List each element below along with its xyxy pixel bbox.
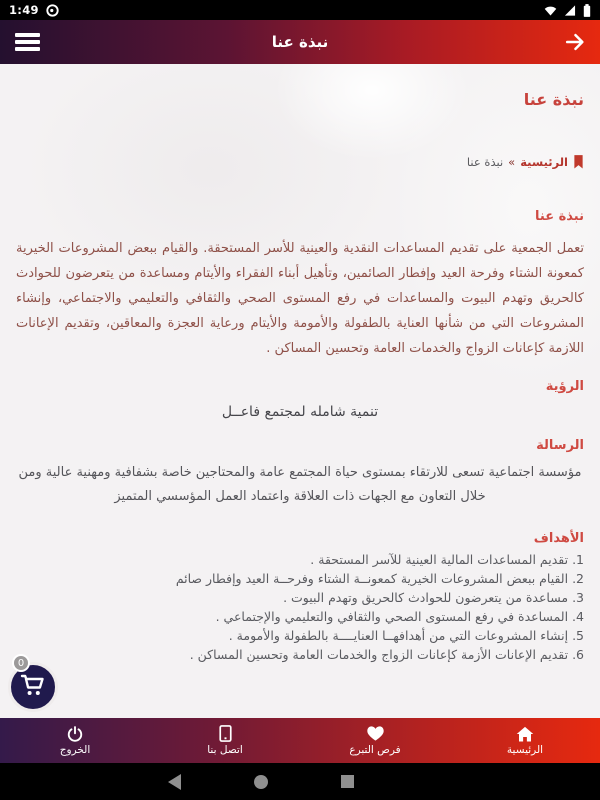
- android-navigation-bar: [0, 763, 600, 800]
- goal-item: 6. تقديم الإعانات الأزمة كإعانات الزواج والخدمات العامة وتحسين المساكن .: [189, 647, 584, 662]
- android-recents-icon[interactable]: [341, 775, 354, 788]
- status-bar: [0, 0, 600, 20]
- goal-item: 2. القيام ببعض المشروعات الخيرية كمعونــة الشتاء وفرحــة العيد وإفطار صائم: [175, 571, 584, 586]
- mission-text: مؤسسة اجتماعية تسعى للارتقاء بمستوى حياة المجتمع عامة والمحتاجين خاصة بشفافية ومهنية عالية ومن خلال التعاون مع الجهات ذات العلاقة واعتماد العمل المؤسسي المتميز: [18, 465, 582, 504]
- about-paragraph: تعمل الجمعية على تقديم المساعدات النقدية والعينية للأسر المستحقة. والقيام ببعض المشروعات الخيرية كمعونة الشتاء وفرحة العيد وإفطار الصائمين، وتأهيل أبناء الفقراء والأيتام ومساعدة من يتعرضون للحوادث كالحريق وتهدم البيوت والمساعدات في رفع المستوى الصحي والثقافي والتعليمي والاجتماعي، وإنشاء المشروعات التي من شأنها العناية بالطفولة والأمومة والأيتام ورعاية العجزة والمعاقين، وتقديم الإعانات اللازمة كإعانات الزواج والخدمات العامة وتحسين المساكن .: [16, 241, 584, 356]
- cart-icon: [20, 673, 46, 701]
- mobile-phone-icon: [219, 725, 232, 742]
- nav-label: فرص التبرع: [349, 744, 401, 756]
- content-area: [0, 64, 600, 718]
- goals-list: [16, 550, 584, 664]
- bookmark-icon: [573, 155, 584, 169]
- page-title: نبذة عنا: [523, 90, 584, 109]
- home-icon: [516, 725, 534, 742]
- goals-heading: الأهداف: [533, 531, 584, 546]
- about-heading: نبذة عنا: [535, 209, 584, 224]
- goal-item: 3. مساعدة من يتعرضون للحوادث كالحريق وتهدم البيوت .: [283, 590, 584, 605]
- wifi-icon: [544, 5, 557, 16]
- breadcrumb: [16, 155, 584, 169]
- goal-item: 5. إنشاء المشروعات التي من أهدافهــا العنايــــة بالطفولة والأمومة .: [228, 628, 584, 643]
- nav-item-logout[interactable]: [0, 725, 150, 756]
- android-home-icon[interactable]: [254, 775, 268, 789]
- cart-button[interactable]: [8, 657, 58, 712]
- nav-item-donation-opportunities[interactable]: [300, 725, 450, 756]
- battery-icon: [583, 4, 591, 17]
- goal-item: 1. تقديم المساعدات المالية العينية للآسر المستحقة .: [310, 552, 584, 567]
- cellular-signal-icon: [564, 5, 576, 16]
- vision-heading: الرؤية: [545, 379, 584, 394]
- bottom-nav: [0, 718, 600, 763]
- app-bar: [0, 20, 600, 64]
- breadcrumb-current: نبذة عنا: [466, 155, 504, 169]
- notification-icon: [46, 4, 59, 17]
- heart-icon: [367, 725, 384, 742]
- nav-label: الرئيسية: [506, 744, 544, 756]
- status-time: 1:49: [9, 3, 39, 17]
- forward-arrow-icon[interactable]: [564, 31, 586, 53]
- nav-item-home[interactable]: [450, 725, 600, 756]
- goal-item: 4. المساعدة في رفع المستوى الصحي والثقافي والتعليمي والإجتماعي .: [215, 609, 584, 624]
- menu-icon[interactable]: [15, 33, 40, 51]
- vision-text: تنمية شامله لمجتمع فاعــل: [221, 404, 379, 420]
- breadcrumb-home-link[interactable]: الرئيسية: [520, 155, 568, 169]
- app-bar-title: نبذة عنا: [271, 33, 329, 51]
- breadcrumb-separator: »: [508, 155, 516, 169]
- power-icon: [67, 725, 83, 742]
- nav-label: الخروج: [59, 744, 91, 756]
- android-back-icon[interactable]: [168, 774, 181, 790]
- nav-item-contact-us[interactable]: [150, 725, 300, 756]
- cart-badge: 0: [12, 654, 30, 672]
- nav-label: اتصل بنا: [207, 744, 243, 756]
- mission-heading: الرسالة: [536, 438, 584, 453]
